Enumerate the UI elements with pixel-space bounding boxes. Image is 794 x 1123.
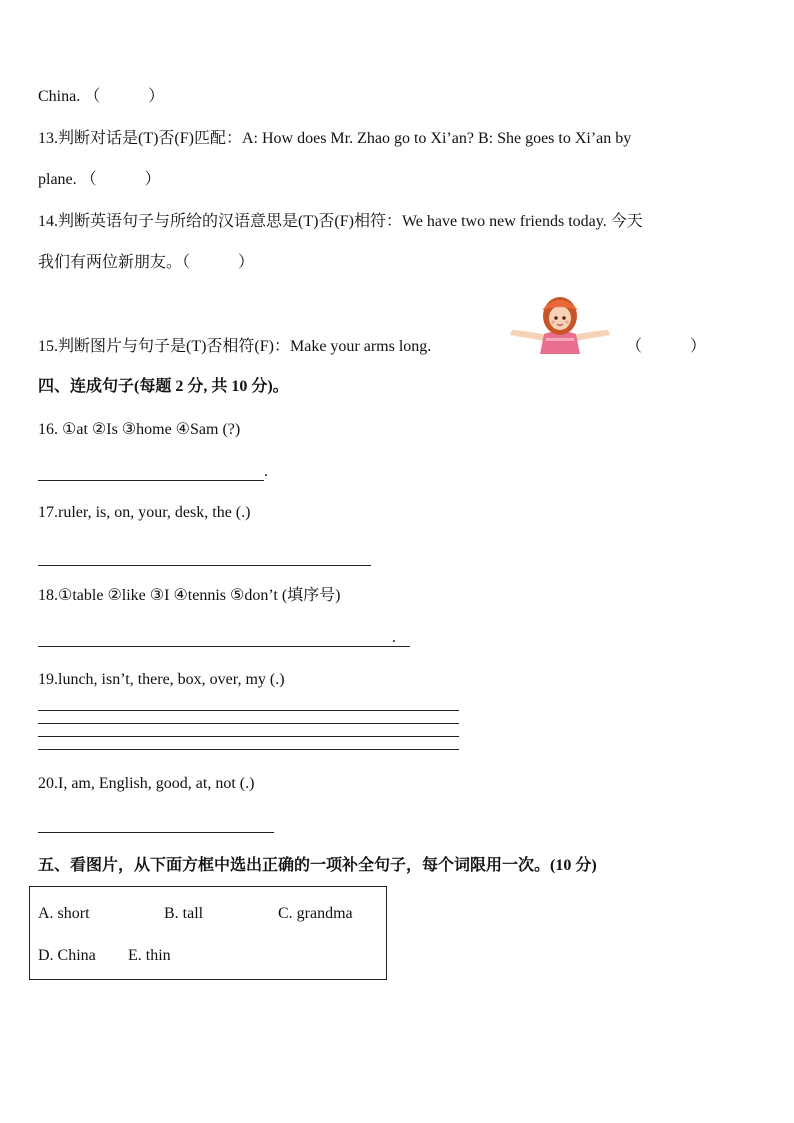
q20-answer-line[interactable] bbox=[38, 832, 274, 833]
q17-text: 17.ruler, is, on, your, desk, the (.) bbox=[38, 504, 251, 521]
option-b: B. tall bbox=[164, 905, 204, 922]
q12-tail: China. （ ） bbox=[38, 88, 165, 105]
option-a: A. short bbox=[38, 905, 90, 922]
option-c: C. grandma bbox=[278, 905, 353, 922]
section-4-heading: 四、连成句子(每题 2 分, 共 10 分)。 bbox=[38, 378, 289, 395]
q13-line1: 13.判断对话是(T)否(F)匹配：A: How does Mr. Zhao go to Xi’an? B: She goes to Xi’an by bbox=[38, 130, 632, 147]
q19-answer-line-3[interactable] bbox=[38, 736, 459, 737]
q15-text: 15.判断图片与句子是(T)否相符(F)：Make your arms long. bbox=[38, 338, 432, 355]
q17-answer-line[interactable] bbox=[38, 565, 371, 566]
q18-text: 18.①table ②like ③I ④tennis ⑤don’t (填序号) bbox=[38, 587, 341, 604]
q18-answer-line[interactable] bbox=[38, 646, 410, 647]
girl-arms-out-image bbox=[506, 292, 614, 354]
q14-line2: 我们有两位新朋友。（ ） bbox=[38, 254, 255, 271]
q15-answer-paren[interactable]: （ ） bbox=[626, 338, 707, 355]
q16-period: . bbox=[264, 463, 268, 480]
q19-answer-line-4[interactable] bbox=[38, 749, 459, 750]
q14-line1: 14.判断英语句子与所给的汉语意思是(T)否(F)相符：We have two new friends today. 今天 bbox=[38, 213, 643, 230]
q19-answer-line-2[interactable] bbox=[38, 723, 459, 724]
q16-text: 16. ①at ②Is ③home ④Sam (?) bbox=[38, 421, 241, 438]
q19-answer-line-1[interactable] bbox=[38, 710, 459, 711]
q20-text: 20.I, am, English, good, at, not (.) bbox=[38, 775, 255, 792]
word-bank-box bbox=[29, 886, 387, 980]
section-5-heading: 五、看图片，从下面方框中选出正确的一项补全句子，每个词限用一次。(10 分) bbox=[38, 857, 597, 874]
option-e: E. thin bbox=[128, 947, 171, 964]
q18-period: . bbox=[392, 629, 396, 646]
option-d: D. China bbox=[38, 947, 96, 964]
q13-line2: plane. （ ） bbox=[38, 171, 161, 188]
q19-text: 19.lunch, isn’t, there, box, over, my (.) bbox=[38, 671, 285, 688]
q16-answer-line[interactable] bbox=[38, 480, 264, 481]
